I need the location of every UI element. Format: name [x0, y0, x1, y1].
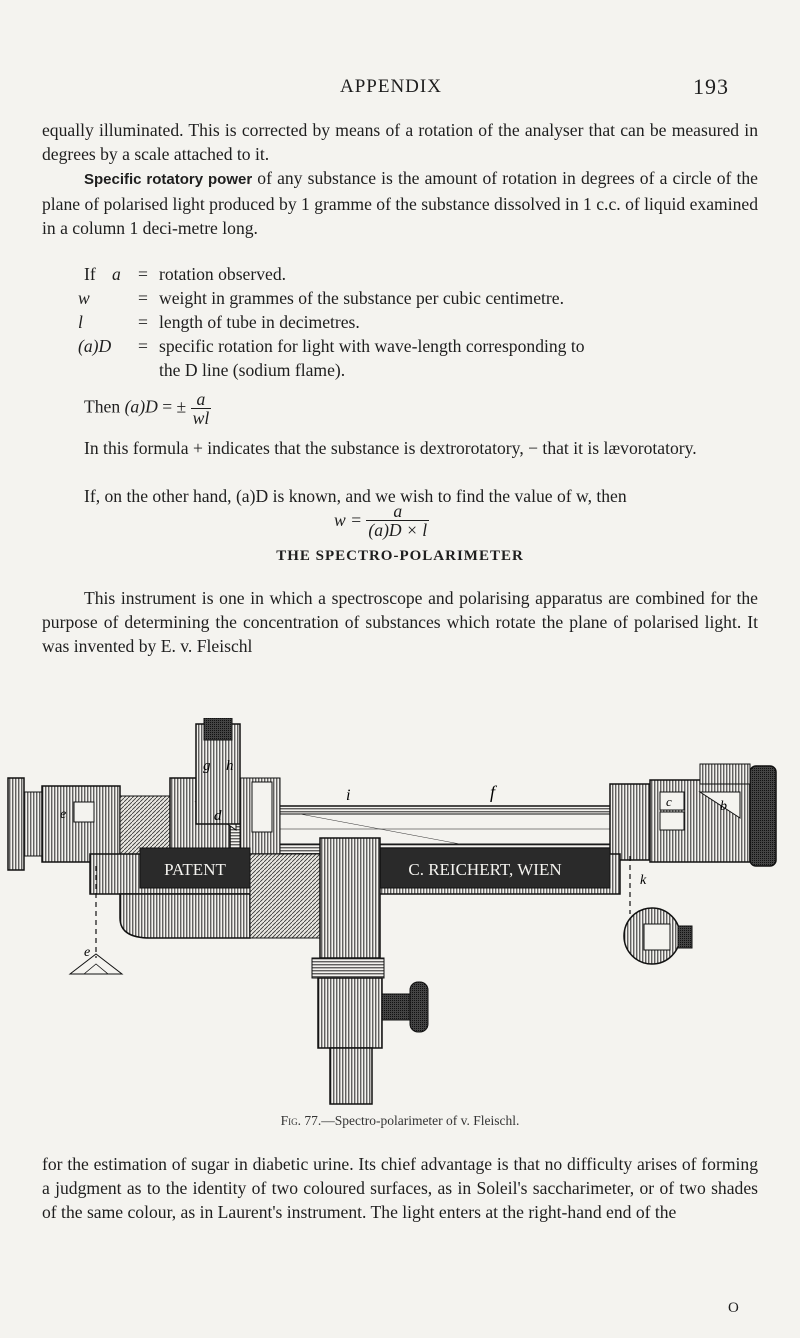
- formula-specific-rotation: [84, 390, 211, 430]
- formula-lead: Then: [84, 396, 121, 417]
- maker-plate-text: C. REICHERT, WIEN: [408, 860, 562, 879]
- caption-text: —Spectro-polarimeter of v. Fleischl.: [321, 1113, 520, 1128]
- formula-weight: [334, 502, 429, 539]
- label-b: b: [720, 799, 727, 814]
- label-g: g: [203, 758, 211, 774]
- definition-continuation: the D line (sodium flame).: [159, 360, 346, 380]
- paragraph-sugar-estimation: for the estimation of sugar in diabetic urine. Its chief advantage is that no difficulty arises of forming a judgment as to the identity of two coloured surfaces, as in Soleil's saccharimeter, or of two shades of the same colour, as in Laurent's instrument. The light enters at the right-hand end of the: [42, 1154, 758, 1223]
- formula-numerator: a: [196, 389, 206, 409]
- definition-equals: =: [138, 312, 148, 332]
- formula-lhs: w =: [334, 510, 363, 530]
- formula-numerator: a: [393, 501, 403, 521]
- figure-caption: [0, 1113, 800, 1129]
- label-d: d: [214, 808, 222, 824]
- definition-text: length of tube in decimetres.: [159, 312, 360, 332]
- definition-text: specific rotation for light with wave-length corresponding to: [159, 336, 585, 356]
- label-h: h: [226, 758, 234, 774]
- running-title: APPENDIX: [340, 76, 442, 97]
- formula-fraction: [366, 502, 429, 539]
- column: [320, 838, 380, 958]
- label-e-top: e: [60, 807, 67, 822]
- formula-denominator: (a)D × l: [368, 520, 428, 540]
- label-c: c: [666, 794, 672, 809]
- definition-symbol: a: [112, 264, 121, 284]
- formula-fraction: [191, 390, 212, 427]
- bold-term: Specific rotatory power: [84, 171, 253, 188]
- signature-mark: O: [728, 1300, 739, 1316]
- definition-equals: =: [138, 336, 148, 356]
- definition-symbol: (a)D: [78, 336, 112, 356]
- definition-symbol: w: [78, 288, 90, 308]
- definition-symbol: l: [78, 312, 83, 332]
- label-e-bottom: e: [84, 945, 91, 960]
- figure-spectro-polarimeter: [0, 718, 800, 1108]
- paragraph-body: of any substance is the amount of rotation in degrees of a circle of the plane of polarised light produced by 1 gramme of the substance dissolved in 1 c.c. of liquid examined in a column 1 deci-metre long.: [42, 168, 758, 239]
- definition-text: weight in grammes of the substance per cubic centimetre.: [159, 288, 564, 308]
- eyepiece-collar: [24, 792, 42, 856]
- formula-operator: = ±: [162, 396, 187, 417]
- left-eyepiece: [8, 778, 24, 870]
- paragraph-analyser: equally illuminated. This is corrected by means of a rotation of the analyser that can be measured in degrees by a scale attached to it.: [42, 120, 758, 165]
- formula-lhs: (a)D: [124, 396, 158, 417]
- clamp-knob: [410, 982, 428, 1032]
- definition-text: rotation observed.: [159, 264, 287, 284]
- label-k: k: [640, 873, 647, 888]
- right-end-cap: [750, 766, 776, 866]
- page-number: 193: [693, 74, 729, 99]
- formula-denominator: wl: [192, 408, 210, 428]
- paragraph-instrument-intro: This instrument is one in which a spectroscope and polarising apparatus are combined for the purpose of determining the concentration of substances which rotate the plane of polarised light. It was invented by E. v. Fleischl: [42, 588, 758, 657]
- left-housing: [42, 786, 120, 862]
- stand-rod: [330, 1048, 372, 1104]
- paragraph-find-w: If, on the other hand, (a)D is known, and we wish to find the value of w, then: [84, 486, 627, 506]
- running-header: [0, 76, 800, 106]
- label-i: i: [346, 787, 351, 804]
- label-f: f: [490, 782, 496, 802]
- definition-equals: =: [138, 264, 148, 284]
- definition-list: [78, 262, 764, 382]
- paragraph-specific-rotatory-power: [42, 166, 758, 241]
- paragraph-dextrorotatory: In this formula + indicates that the substance is dextrorotatory, − that it is lævorotatory.: [84, 438, 697, 458]
- definition-intro: If: [84, 264, 96, 284]
- section-title: THE SPECTRO-POLARIMETER: [276, 548, 524, 564]
- clamp-screw: [382, 994, 412, 1020]
- polarimeter-illustration: [0, 718, 800, 1108]
- right-housing: [610, 784, 650, 860]
- patent-plate-text: PATENT: [164, 860, 226, 879]
- caption-figure-number: Fig. 77.: [280, 1113, 322, 1128]
- definition-equals: =: [138, 288, 148, 308]
